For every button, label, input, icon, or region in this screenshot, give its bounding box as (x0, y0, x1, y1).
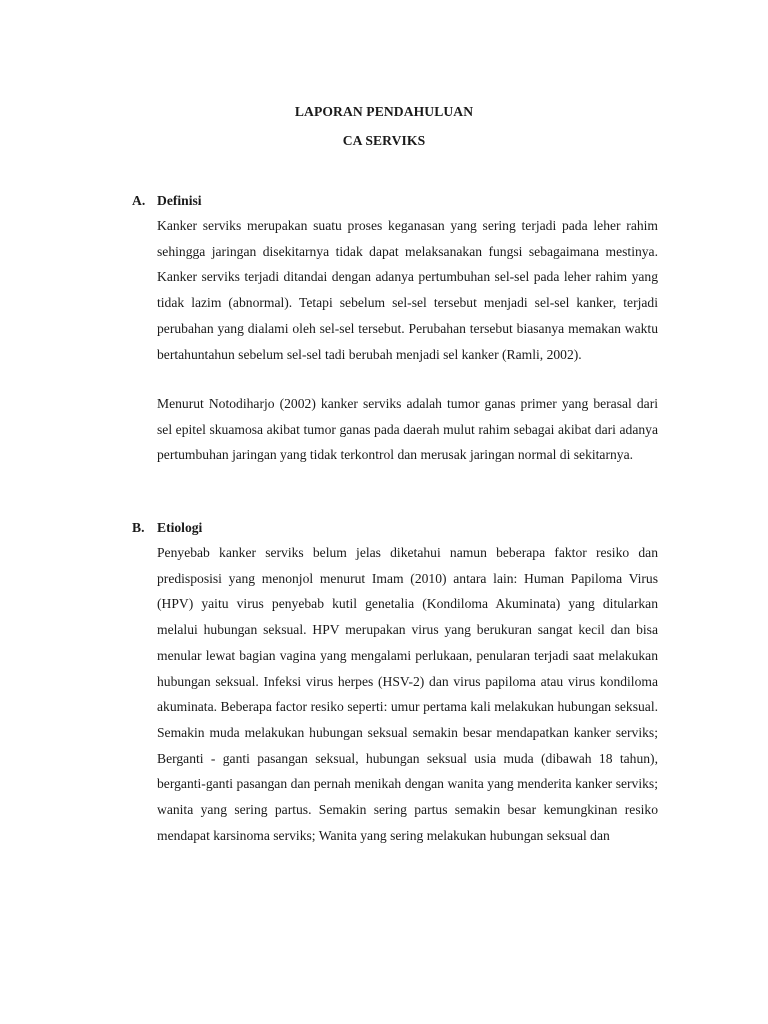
etiologi-paragraph-1 (157, 540, 658, 848)
paragraph-text: Penyebab kanker serviks belum jelas diketahui namun beberapa faktor resiko dan predisposisi yang menonjol menurut Imam (2010) antara lain: Human Papiloma Virus (HPV) yaitu virus penyebab kutil genetalia (Kondiloma Akuminata) yang ditularkan melalui hubungan seksual. HPV merupakan virus yang berukuran sangat kecil dan bisa menular lewat bagian vagina yang mengalami perlukaan, penularan terjadi saat melakukan hubungan seksual. Infeksi virus herpes (HSV-2) dan virus papiloma atau virus kondiloma akuminata. Beberapa factor resiko seperti: umur pertama kali melakukan hubungan seksual. Semakin muda melakukan hubungan seksual semakin besar mendapatkan kanker serviks; Berganti - ganti pasangan seksual, hubungan seksual usia muda (dibawah 18 tahun), berganti-ganti pasangan dan pernah menikah dengan wanita yang menderita kanker serviks; wanita yang sering partus. Semakin sering partus semakin besar kemungkinan resiko mendapat karsinoma serviks; Wanita yang sering melakukan hubungan seksual dan (157, 545, 658, 843)
document-subtitle: CA SERVIKS (342, 133, 426, 148)
section-heading-etiologi (132, 520, 202, 536)
document-title: LAPORAN PENDAHULUAN (294, 104, 474, 119)
paragraph-text: Kanker serviks merupakan suatu proses keganasan yang sering terjadi pada leher rahim sehingga jaringan disekitarnya tidak dapat melaksanakan fungsi sebagaimana mestinya. Kanker serviks terjadi ditandai dengan adanya pertumbuhan sel-sel pada leher rahim yang tidak lazim (abnormal). Tetapi sebelum sel-sel tersebut menjadi sel-sel kanker, terjadi perubahan yang dialami oleh sel-sel tersebut. Perubahan tersebut biasanya memakan waktu bertahuntahun sebelum sel-sel tadi berubah menjadi sel kanker (Ramli, 2002). (157, 218, 658, 362)
section-title: Definisi (157, 193, 202, 208)
section-letter: A. (132, 193, 146, 208)
section-heading-definisi (132, 193, 202, 209)
definisi-paragraph-2 (157, 391, 658, 468)
paragraph-text: Menurut Notodiharjo (2002) kanker serviks adalah tumor ganas primer yang berasal dari sel epitel skuamosa akibat tumor ganas pada daerah mulut rahim sebagai akibat dari adanya pertumbuhan jaringan yang tidak terkontrol dan merusak jaringan normal di sekitarnya. (157, 396, 658, 463)
section-letter: B. (132, 520, 145, 535)
definisi-paragraph-1 (157, 213, 658, 367)
section-title: Etiologi (157, 520, 203, 535)
